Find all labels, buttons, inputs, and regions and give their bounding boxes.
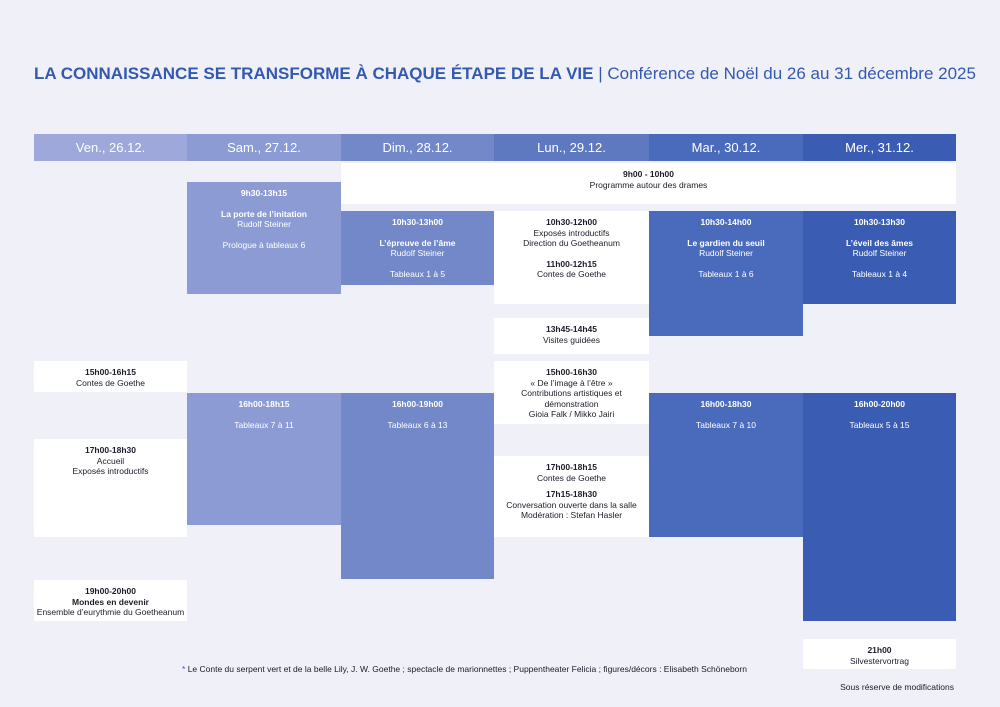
event-time: 10h30-13h30: [853, 217, 906, 227]
event-detail: Ensemble d’eurythmie du Goetheanum: [36, 607, 185, 617]
event-time: 16h00-18h15: [238, 399, 290, 409]
event-title: L’éveil des âmes: [845, 237, 914, 248]
event-time: 15h00-16h15: [84, 367, 137, 377]
event-line: Conversation ouverte dans la salle: [506, 499, 637, 510]
event-time: 13h45-14h45: [545, 324, 598, 334]
event-line: Exposés introductifs: [72, 466, 149, 476]
event-time: 21h00: [867, 645, 892, 655]
event-title: La porte de l’initation: [221, 208, 307, 219]
day-header-fri: Ven., 26.12.: [34, 134, 187, 161]
event-detail: Tableaux 6 à 13: [387, 419, 448, 430]
event-time: 9h30-13h15: [240, 188, 288, 198]
day-header-sat: Sam., 27.12.: [187, 134, 341, 161]
event-detail: Tableaux 1 à 4: [851, 268, 908, 279]
event-mon-visits: [494, 318, 649, 354]
event-time: 10h30-12h00: [545, 217, 598, 227]
event-detail: Tableaux 5 à 15: [849, 419, 910, 430]
event-detail: Tableaux 1 à 5: [389, 268, 446, 279]
title-subtitle: Conférence de Noël du 26 au 31 décembre 2025: [607, 64, 976, 83]
event-tue-morning: [649, 211, 803, 336]
event-mon-evening: [494, 456, 649, 537]
event-line: Exposés introductifs: [533, 227, 610, 238]
event-time: 17h00-18h15: [545, 462, 598, 472]
event-title: Contes de Goethe: [537, 269, 606, 279]
day-header-sun: Dim., 28.12.: [341, 134, 494, 161]
event-line: Accueil: [96, 455, 125, 466]
event-wed-morning: [803, 211, 956, 304]
event-time: 16h00-19h00: [391, 399, 444, 409]
event-author: Rudolf Steiner: [852, 248, 907, 258]
event-sat-afternoon: [187, 393, 341, 525]
title-separator: |: [598, 64, 603, 83]
event-line: Contributions artistiques et: [521, 388, 622, 398]
event-detail: Tableaux 7 à 11: [234, 419, 294, 430]
event-author: Rudolf Steiner: [390, 248, 445, 258]
event-wed-evening: [803, 639, 956, 669]
event-detail: Prologue à tableaux 6: [222, 239, 306, 250]
event-mon-morning: [494, 211, 649, 304]
day-header-mon: Lun., 29.12.: [494, 134, 649, 161]
event-sat-morning: [187, 182, 341, 294]
event-fri-evening: [34, 580, 187, 621]
event-detail: Tableaux 7 à 10: [695, 419, 757, 430]
event-title: Programme autour des drames: [589, 179, 708, 190]
footnote: [182, 664, 747, 674]
event-title: Le gardien du seuil: [687, 237, 765, 248]
event-time: 9h00 - 10h00: [622, 169, 675, 179]
event-wed-afternoon: [803, 393, 956, 621]
footnote-text: Le Conte du serpent vert et de la belle Lily, J. W. Goethe ; spectacle de marionnettes ; Puppentheater Felicia ; figures/décors : Elisabeth Schöneborn: [187, 664, 747, 674]
event-tue-afternoon: [649, 393, 803, 537]
event-author: Rudolf Steiner: [699, 248, 753, 258]
reserve-note: Sous réserve de modifications: [840, 682, 954, 692]
event-line: Gioia Falk / Mikko Jairi: [528, 409, 615, 419]
event-fri-accueil: [34, 439, 187, 537]
event-time: 19h00-20h00: [84, 586, 137, 596]
event-time: 16h00-20h00: [853, 399, 906, 409]
event-title: Silvestervortrag: [849, 655, 910, 666]
event-sun-afternoon: [341, 393, 494, 579]
title-main: LA CONNAISSANCE SE TRANSFORME À CHAQUE ÉTAPE DE LA VIE: [34, 64, 594, 83]
day-header-wed: Mer., 31.12.: [803, 134, 956, 161]
event-detail: Tableaux 1 à 6: [698, 268, 754, 279]
event-author: Rudolf Steiner: [237, 219, 291, 229]
event-line: Direction du Goetheanum: [523, 238, 620, 248]
event-line: Modération : Stefan Hasler: [520, 510, 623, 520]
event-program-dramas: [341, 163, 956, 204]
event-title: Mondes en devenir: [72, 596, 149, 607]
event-line: « De l’image à l’être »: [530, 377, 613, 388]
event-title: L’épreuve de l’âme: [379, 237, 456, 248]
event-title: Contes de Goethe: [537, 472, 606, 483]
event-time: 11h00-12h15: [546, 258, 597, 269]
event-line: démonstration: [544, 398, 599, 409]
day-header-tue: Mar., 30.12.: [649, 134, 803, 161]
event-title: Contes de Goethe: [76, 377, 145, 388]
page-title: [34, 64, 984, 84]
event-sun-morning: [341, 211, 494, 285]
event-time: 10h30-13h00: [391, 217, 444, 227]
footnote-star: *: [182, 664, 186, 674]
event-time: 17h00-18h30: [84, 445, 137, 455]
event-title: Visites guidées: [542, 334, 601, 345]
event-time: 10h30-14h00: [700, 217, 752, 227]
event-fri-contes: [34, 361, 187, 392]
event-time: 16h00-18h30: [700, 399, 752, 409]
event-time: 17h15-18h30: [545, 489, 598, 499]
event-mon-image: [494, 361, 649, 424]
event-time: 15h00-16h30: [545, 367, 598, 377]
